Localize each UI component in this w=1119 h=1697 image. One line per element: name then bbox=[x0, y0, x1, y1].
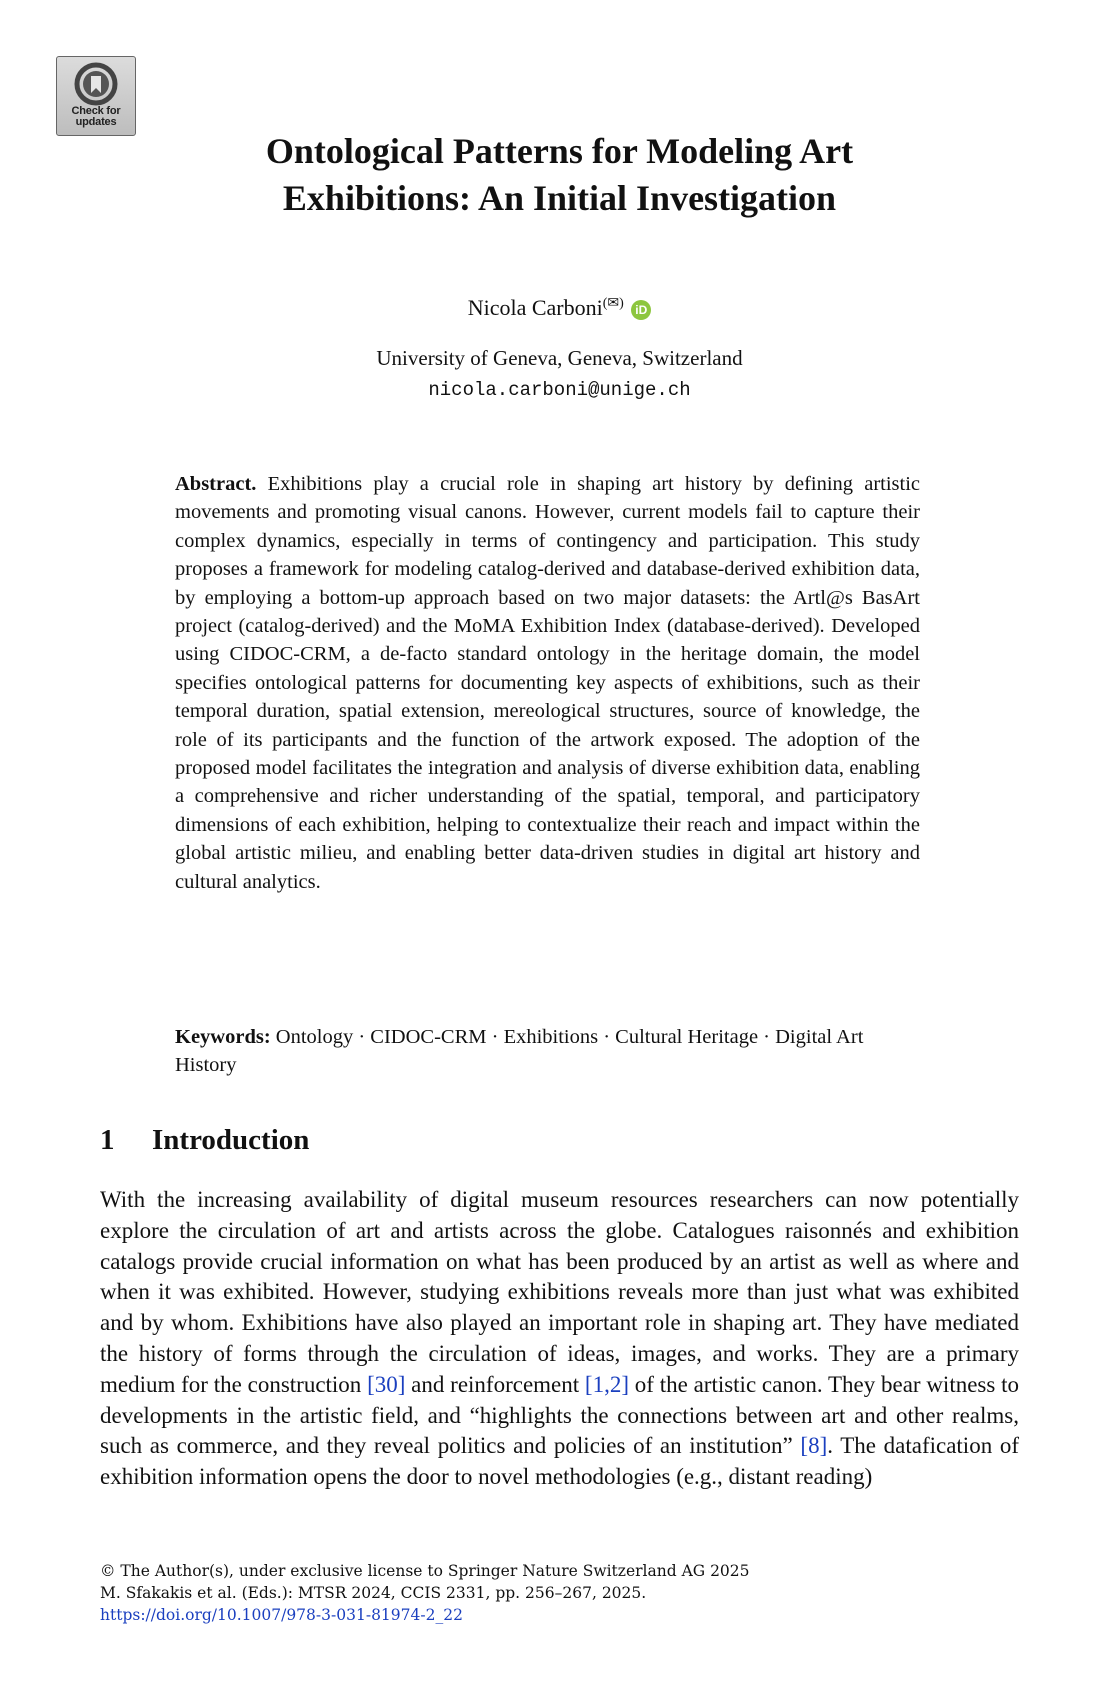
abstract bbox=[175, 470, 920, 896]
section-heading bbox=[100, 1122, 309, 1158]
badge-line1: Check for bbox=[71, 105, 121, 117]
intro-text-3: of the artistic canon. They bear witness to developments in the artistic field, and “highlights the connections between art and other realms, such as commerce, and they reveal politics and policies of an institution” bbox=[100, 1371, 1019, 1459]
citation-link[interactable]: [1,2] bbox=[584, 1371, 629, 1397]
keywords-text: Ontology · CIDOC-CRM · Exhibitions · Cultural Heritage · Digital Art History bbox=[175, 1026, 864, 1077]
title-line2: Exhibitions: An Initial Investigation bbox=[282, 178, 837, 218]
doi-link[interactable]: https://doi.org/10.1007/978-3-031-81974-2_22 bbox=[100, 1606, 463, 1624]
intro-text-4: . The datafication of exhibition information opens the door to novel methodologies (e.g., distant reading) bbox=[100, 1433, 1019, 1490]
footer-notice bbox=[100, 1560, 1019, 1626]
author-name: Nicola Carboni bbox=[467, 295, 603, 320]
title-line1: Ontological Patterns for Modeling Art bbox=[265, 131, 854, 171]
keywords-label: Keywords: bbox=[175, 1026, 271, 1048]
section-title: Introduction bbox=[152, 1124, 310, 1156]
check-for-updates-badge[interactable] bbox=[56, 56, 136, 136]
keywords bbox=[175, 1023, 920, 1080]
author-line bbox=[0, 290, 1119, 322]
orcid-icon[interactable]: iD bbox=[631, 300, 651, 320]
copyright-line: © The Author(s), under exclusive license to Springer Nature Switzerland AG 2025 bbox=[100, 1562, 750, 1580]
envelope-icon: (✉) bbox=[602, 296, 624, 311]
intro-paragraph bbox=[100, 1185, 1019, 1493]
intro-text-2: and reinforcement bbox=[405, 1371, 585, 1397]
citation-link[interactable]: [8] bbox=[800, 1433, 828, 1459]
citation-line: M. Sfakakis et al. (Eds.): MTSR 2024, CCIS 2331, pp. 256–267, 2025. bbox=[100, 1584, 647, 1602]
author-email[interactable]: nicola.carboni@unige.ch bbox=[428, 379, 691, 401]
crossmark-icon bbox=[74, 62, 118, 106]
abstract-label: Abstract. bbox=[175, 473, 257, 495]
citation-link[interactable]: [30] bbox=[367, 1371, 406, 1397]
intro-text-1: With the increasing availability of digital museum resources researchers can now potentially explore the circulation of art and artists across the globe. Catalogues raisonnés and exhibition catalogs provide crucial information on what has been produced by an artist as well as where and when it was exhibited. However, studying exhibitions reveals more than just what was exhibited and by whom. Exhibitions have also played an important role in shaping art. They have mediated the history of forms through the circulation of ideas, images, and works. They are a primary medium for the construction bbox=[100, 1187, 1019, 1397]
section-number: 1 bbox=[100, 1124, 115, 1156]
affiliation: University of Geneva, Geneva, Switzerland bbox=[376, 346, 743, 370]
abstract-text: Exhibitions play a crucial role in shaping art history by defining artistic movements and promoting visual canons. However, current models fail to capture their complex dynamics, especially in terms of contingency and participation. This study proposes a framework for modeling catalog-derived and database-derived exhibition data, by employing a bottom-up approach based on two major datasets: the Artl@s BasArt project (catalog-derived) and the MoMA Exhibition Index (database-derived). Developed using CIDOC-CRM, a de-facto standard ontology in the heritage domain, the model specifies ontological patterns for documenting key aspects of exhibitions, such as their temporal duration, spatial extension, mereological structures, source of knowledge, the role of its participants and the function of the artwork exposed. The adoption of the proposed model facilitates the integration and analysis of diverse exhibition data, enabling a comprehensive and richer understanding of the spatial, temporal, and participatory dimensions of each exhibition, helping to contextualize their reach and impact within the global artistic milieu, and enabling better data-driven studies in digital art history and cultural analytics. bbox=[175, 473, 921, 893]
paper-title bbox=[100, 128, 1019, 222]
badge-line2: updates bbox=[75, 116, 117, 128]
